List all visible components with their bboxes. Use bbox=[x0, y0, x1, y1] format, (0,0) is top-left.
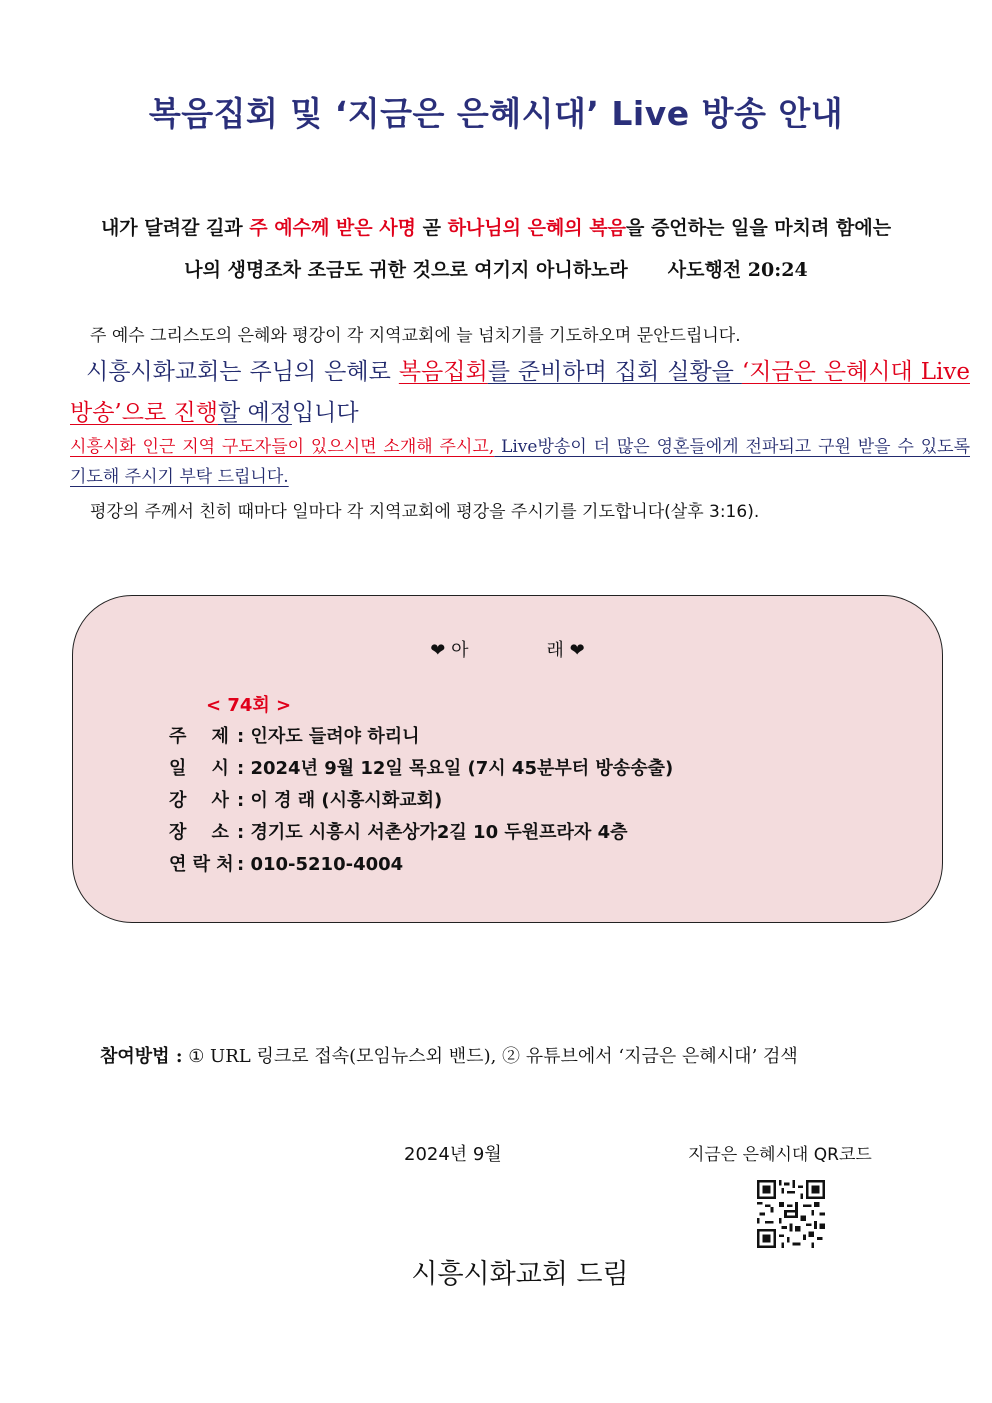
detail-label: 장 소 bbox=[169, 822, 229, 843]
session-number: < 74회 > bbox=[206, 695, 292, 716]
verse-emphasis: 주 예수께 받은 사명 bbox=[249, 217, 416, 239]
participation-text: ① URL 링크로 접속(모임뉴스외 밴드), ② 유튜브에서 ‘지금은 은혜시대’ 검색 bbox=[182, 1046, 798, 1067]
notice-details bbox=[169, 721, 673, 881]
blessing-paragraph: 평강의 주께서 친히 때마다 일마다 각 지역교회에 평강을 주시기를 기도합니다(살후 3:16). bbox=[90, 502, 760, 522]
detail-label: 강 사 bbox=[169, 790, 229, 811]
announcement-text: 를 준비하며 집회 실황을 bbox=[487, 359, 742, 385]
detail-label: 일 시 bbox=[169, 758, 229, 779]
verse-text: 나의 생명조차 조금도 귀한 것으로 여기지 아니하노라 bbox=[184, 259, 628, 281]
detail-row-speaker bbox=[169, 785, 673, 817]
verse-text: 을 증언하는 일을 마치려 함에는 bbox=[625, 217, 892, 239]
detail-label: 주 제 bbox=[169, 726, 229, 747]
request-paragraph bbox=[70, 432, 970, 492]
request-text: Live방송이 더 많은 영혼들에게 전파되고 구원 받을 수 있도록 기도해 주시기 부탁 드립니다. bbox=[70, 437, 970, 487]
notice-heading-left: ❤ 아 bbox=[430, 640, 469, 661]
verse-text: 곧 bbox=[415, 217, 448, 239]
verse-reference: 사도행전 20:24 bbox=[667, 259, 808, 281]
participation-method bbox=[100, 1042, 798, 1068]
verse-text: 내가 달려갈 길과 bbox=[100, 217, 250, 239]
detail-row-topic bbox=[169, 721, 673, 753]
issue-date: 2024년 9월 bbox=[404, 1144, 502, 1165]
bible-verse-line-2 bbox=[40, 255, 952, 282]
detail-label: 연 락 처 bbox=[169, 854, 234, 875]
verse-emphasis: 하나님의 은혜의 복음 bbox=[447, 217, 626, 239]
announcement-paragraph bbox=[70, 352, 970, 434]
announcement-text: 입니다 bbox=[291, 400, 359, 426]
detail-value: : 인자도 들려야 하리니 bbox=[237, 726, 420, 747]
notice-heading-right: 래 ❤ bbox=[546, 640, 585, 661]
notice-box bbox=[72, 595, 943, 923]
qr-code-icon[interactable] bbox=[757, 1180, 825, 1248]
announcement-emphasis: 복음집회 bbox=[398, 359, 488, 385]
announcement-text: 할 예정 bbox=[217, 400, 292, 426]
request-emphasis: 시흥시화 인근 지역 구도자들이 있으시면 소개해 주시고, bbox=[70, 437, 495, 457]
bible-verse-line-1 bbox=[40, 213, 952, 240]
detail-row-location bbox=[169, 817, 673, 849]
detail-row-contact bbox=[169, 849, 673, 881]
page-title: 복음집회 및 ‘지금은 은혜시대’ Live 방송 안내 bbox=[148, 94, 844, 133]
participation-label: 참여방법 : bbox=[100, 1046, 183, 1067]
detail-value: : 2024년 9월 12일 목요일 (7시 45분부터 방송송출) bbox=[237, 758, 674, 779]
detail-value: : 010-5210-4004 bbox=[237, 854, 404, 875]
greeting-paragraph: 주 예수 그리스도의 은혜와 평강이 각 지역교회에 늘 넘치기를 기도하오며 문안드립니다. bbox=[90, 326, 741, 346]
detail-value: : 경기도 시흥시 서촌상가2길 10 두원프라자 4층 bbox=[237, 822, 628, 843]
signature: 시흥시화교회 드림 bbox=[411, 1259, 629, 1290]
qr-code-label: 지금은 은혜시대 QR코드 bbox=[688, 1145, 872, 1165]
notice-heading bbox=[73, 636, 942, 662]
detail-row-datetime bbox=[169, 753, 673, 785]
announcement-text: 시흥시화교회는 주님의 은혜로 bbox=[86, 359, 399, 385]
announcement-emphasis: ‘지금은 은혜시대 Live 방송’으로 진행 bbox=[70, 359, 970, 426]
detail-value: : 이 경 래 (시흥시화교회) bbox=[237, 790, 443, 811]
